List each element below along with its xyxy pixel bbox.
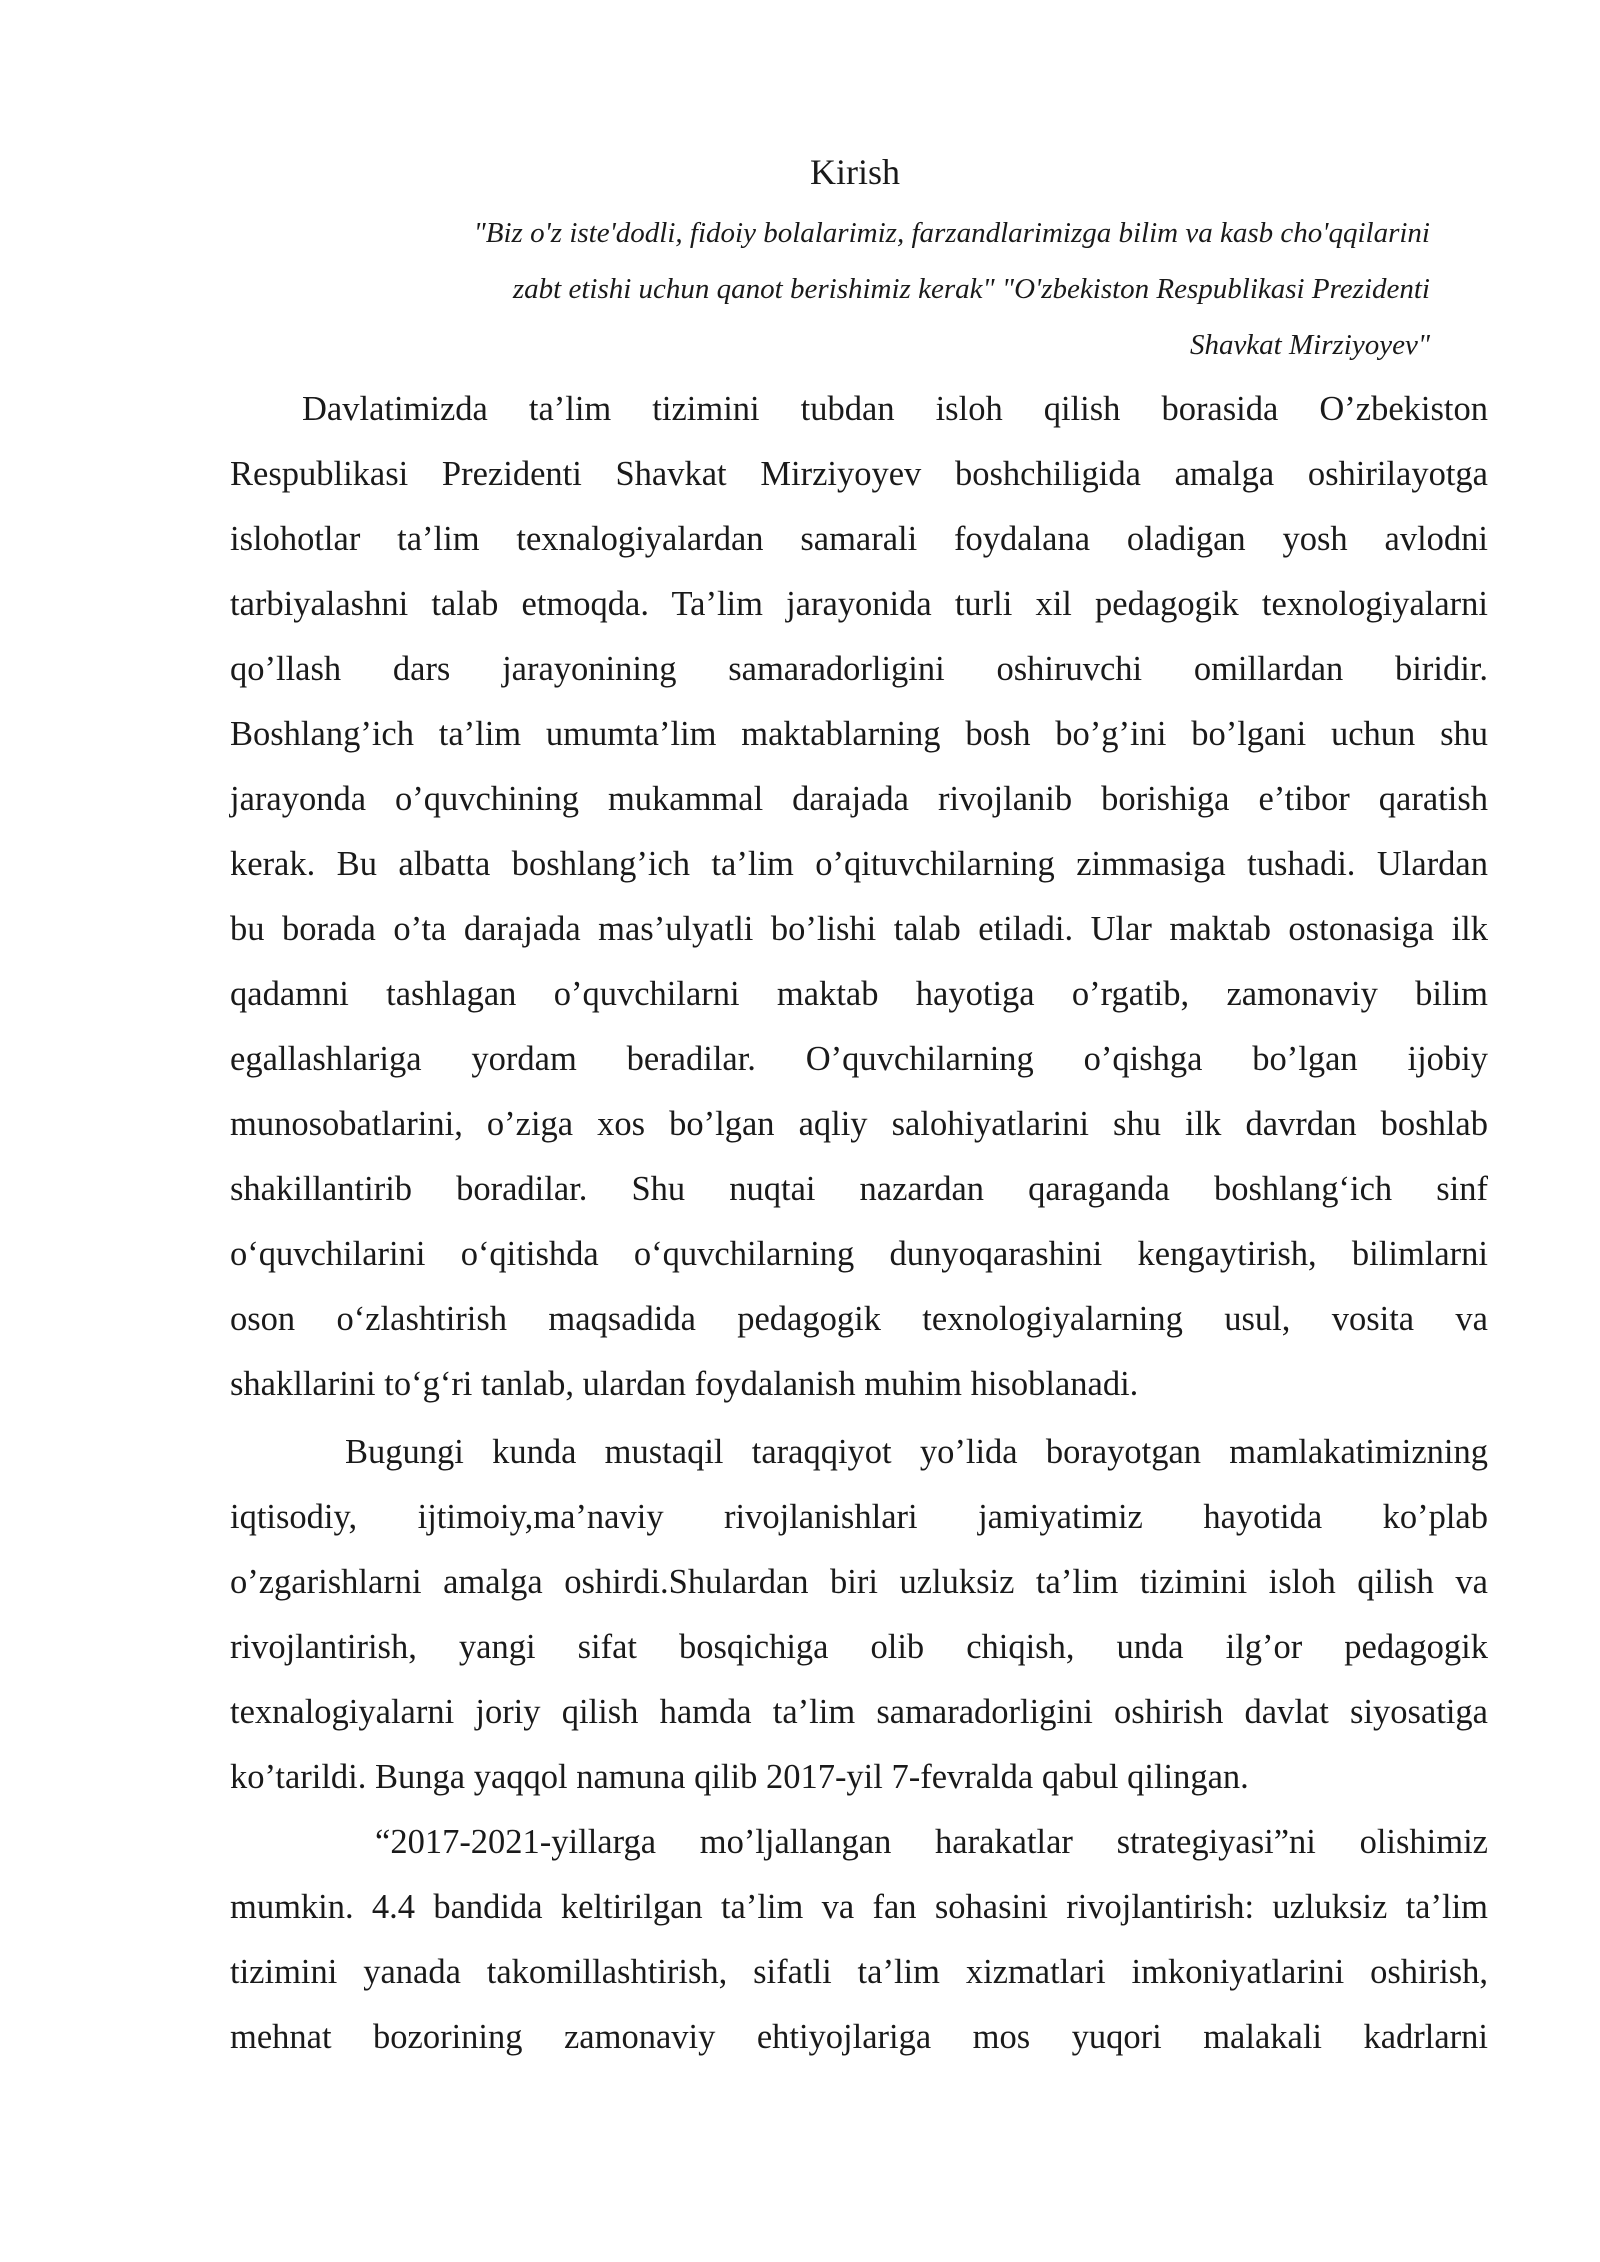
paragraph-line: mehnat bozorining zamonaviy ehtiyojlariga mos yuqori malakali kadrlarni [230,2018,1488,2056]
paragraph-line: o‘quvchilarini o‘qitishda o‘quvchilarning dunyoqarashini kengaytirish, bilimlarni [230,1235,1488,1273]
paragraph-line: oson o‘zlashtirish maqsadida pedagogik texnologiyalarning usul, vosita va [230,1300,1488,1338]
paragraph-line: Respublikasi Prezidenti Shavkat Mirziyoyev boshchiligida amalga oshirilayotga [230,455,1488,493]
paragraph-line: qo’llash dars jarayonining samaradorligini oshiruvchi omillardan biridir. [230,650,1488,688]
paragraph-line: rivojlantirish, yangi sifat bosqichiga olib chiqish, unda ilg’or pedagogik [230,1628,1488,1666]
epigraph-line-3: Shavkat Mirziyoyev" [1189,329,1430,361]
paragraph-line: “2017-2021-yillarga mo’ljallangan harakatlar strategiyasi”ni olishimiz [375,1823,1488,1861]
paragraph-line: texnalogiyalarni joriy qilish hamda ta’lim samaradorligini oshirish davlat siyosatiga [230,1693,1488,1731]
paragraph-line: Boshlang’ich ta’lim umumta’lim maktablarning bosh bo’g’ini bo’lgani uchun shu [230,715,1488,753]
paragraph-line: iqtisodiy, ijtimoiy,ma’naviy rivojlanishlari jamiyatimiz hayotida ko’plab [230,1498,1488,1536]
paragraph-line: tizimini yanada takomillashtirish, sifatli ta’lim xizmatlari imkoniyatlarini oshirish, [230,1953,1488,1991]
paragraph-line: egallashlariga yordam beradilar. O’quvchilarning o’qishga bo’lgan ijobiy [230,1040,1488,1078]
paragraph-line: islohotlar ta’lim texnalogiyalardan samarali foydalana oladigan yosh avlodni [230,520,1488,558]
paragraph-1 [230,377,1488,1417]
paragraph-line: bu borada o’ta darajada mas’ulyatli bo’lishi talab etiladi. Ular maktab ostonasiga ilk [230,910,1488,948]
paragraph-line: o’zgarishlarni amalga oshirdi.Shulardan biri uzluksiz ta’lim tizimini isloh qilish va [230,1563,1488,1601]
paragraph-line: jarayonda o’quvchining mukammal darajada rivojlanib borishiga e’tibor qaratish [230,780,1488,818]
paragraph-line: shakllarini to‘g‘ri tanlab, ulardan foydalanish muhim hisoblanadi. [230,1365,1139,1403]
paragraph-3 [230,1810,1488,2070]
paragraph-line: qadamni tashlagan o’quvchilarni maktab hayotiga o’rgatib, zamonaviy bilim [230,975,1488,1013]
paragraph-line: kerak. Bu albatta boshlang’ich ta’lim o’qituvchilarning zimmasiga tushadi. Ulardan [230,845,1488,883]
page-title: Kirish [810,152,900,192]
epigraph-line-2: zabt etishi uchun qanot berishimiz kerak" "O'zbekiston Respublikasi Prezidenti [512,273,1430,305]
epigraph-line-1: "Biz o'z iste'dodli, fidoiy bolalarimiz, farzandlarimizga bilim va kasb cho'qqilarini [473,217,1430,249]
paragraph-2 [230,1420,1488,1810]
paragraph-line: ko’tarildi. Bunga yaqqol namuna qilib 2017-yil 7-fevralda qabul qilingan. [230,1758,1249,1796]
paragraph-line: shakillantirib boradilar. Shu nuqtai nazardan qaraganda boshlang‘ich sinf [230,1170,1488,1208]
paragraph-line: Bugungi kunda mustaqil taraqqiyot yo’lida borayotgan mamlakatimizning [345,1433,1488,1471]
paragraph-line: munosobatlarini, o’ziga xos bo’lgan aqliy salohiyatlarini shu ilk davrdan boshlab [230,1105,1488,1143]
paragraph-line: mumkin. 4.4 bandida keltirilgan ta’lim va fan sohasini rivojlantirish: uzluksiz ta’lim [230,1888,1488,1926]
paragraph-line: Davlatimizda ta’lim tizimini tubdan isloh qilish borasida O’zbekiston [302,390,1488,428]
paragraph-line: tarbiyalashni talab etmoqda. Ta’lim jarayonida turli xil pedagogik texnologiyalarni [230,585,1488,623]
